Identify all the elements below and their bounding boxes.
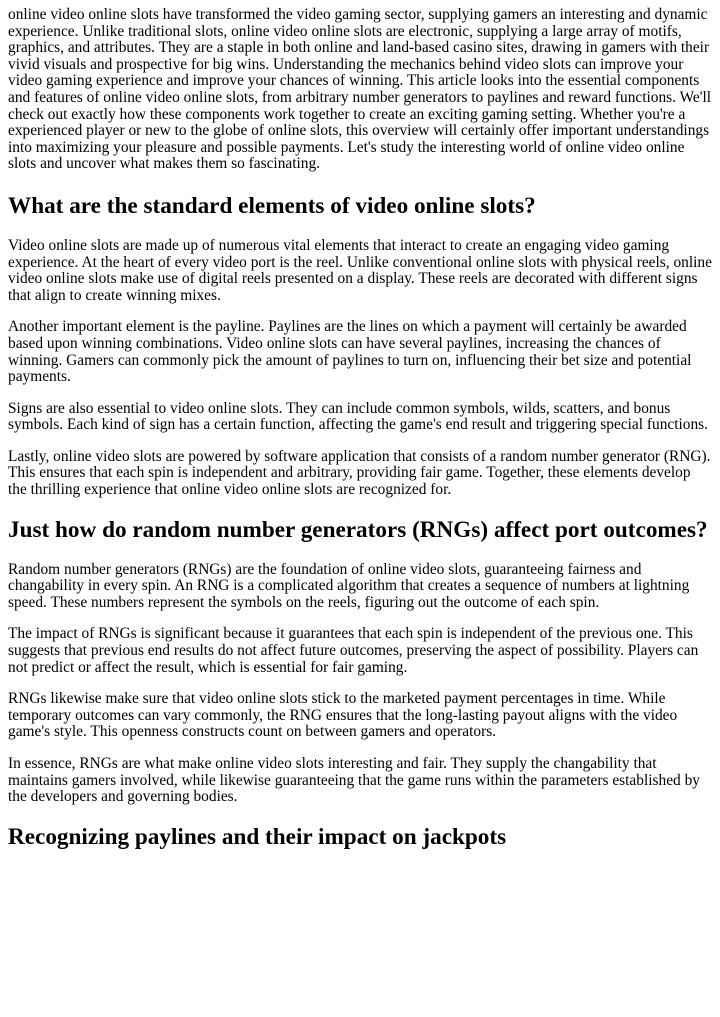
intro-paragraph: online video online slots have transformed the video gaming sector, supplying gamers an interesting and dynamic experience. Unlike traditional slots, online video online slots are electronic, supplying a large array of motifs, graphics, and attributes. They are a staple in both online and land-based casino sites, drawing in gamers with their vivid visuals and prospective for big wins. Understanding the mechanics behind video slots can improve your video gaming experience and improve your chances of winning. This article looks into the essential components and features of online video online slots, from arbitrary number generators to paylines and reward functions. We'll check out exactly how these components work together to create an exciting gaming setting. Whether you're a experienced player or new to the globe of online slots, this overview will certainly offer important understandings into maximizing your pleasure and possible payments. Let's study the interesting world of online video online slots and uncover what makes them so fascinating. xyxy=(8,6,712,173)
paragraph: Signs are also essential to video online slots. They can include common symbols, wilds, scatters, and bonus symbols. Each kind of sign has a certain function, affecting the game's end result and triggering special functions. xyxy=(8,399,709,434)
paragraph: Video online slots are made up of numerous vital elements that interact to create an engaging video gaming experience. At the heart of every video port is the reel. Unlike conventional online slots with physical reels, online video online slots make use of digital reels presented on a display. These reels are decorated with different signs that align to create winning mixes. xyxy=(8,236,712,304)
section-heading-rng: Just how do random number generators (RNGs) affect port outcomes? xyxy=(8,516,708,543)
paragraph: Random number generators (RNGs) are the foundation of online video slots, guaranteeing fairness and changability in every spin. An RNG is a complicated algorithm that creates a sequence of numbers at lightning speed. These numbers represent the symbols on the reels, figuring out the outcome of each spin. xyxy=(8,560,690,611)
paragraph: Another important element is the payline. Paylines are the lines on which a payment will certainly be awarded based upon winning combinations. Video online slots can have several paylines, increasing the chances of winning. Gamers can commonly pick the amount of paylines to turn on, influencing their bet size and potential payments. xyxy=(8,318,692,386)
paragraph: Lastly, online video slots are powered by software application that consists of a random number generator (RNG). This ensures that each spin is independent and arbitrary, providing fair game. Together, these elements develop the thrilling experience that online video online slots are recognized for. xyxy=(8,447,711,499)
paragraph: The impact of RNGs is significant because it guarantees that each spin is independent of the previous one. This suggests that previous end results do not affect future outcomes, preserving the aspect of possibility. Players can not predict or affect the result, which is essential for fair gaming. xyxy=(8,625,699,676)
section-heading-basic-elements: What are the standard elements of video online slots? xyxy=(8,192,536,219)
paragraph: In essence, RNGs are what make online video slots interesting and fair. They supply the changability that maintains gamers involved, while likewise guaranteeing that the game runs within the parameters established by the developers and governing bodies. xyxy=(8,755,700,806)
section-heading-paylines: Recognizing paylines and their impact on jackpots xyxy=(8,823,507,850)
paragraph: RNGs likewise make sure that video online slots stick to the marketed payment percentages in time. While temporary outcomes can vary commonly, the RNG ensures that the long-lasting payout aligns with the video game's style. This openness constructs count on between gamers and operators. xyxy=(8,690,678,741)
